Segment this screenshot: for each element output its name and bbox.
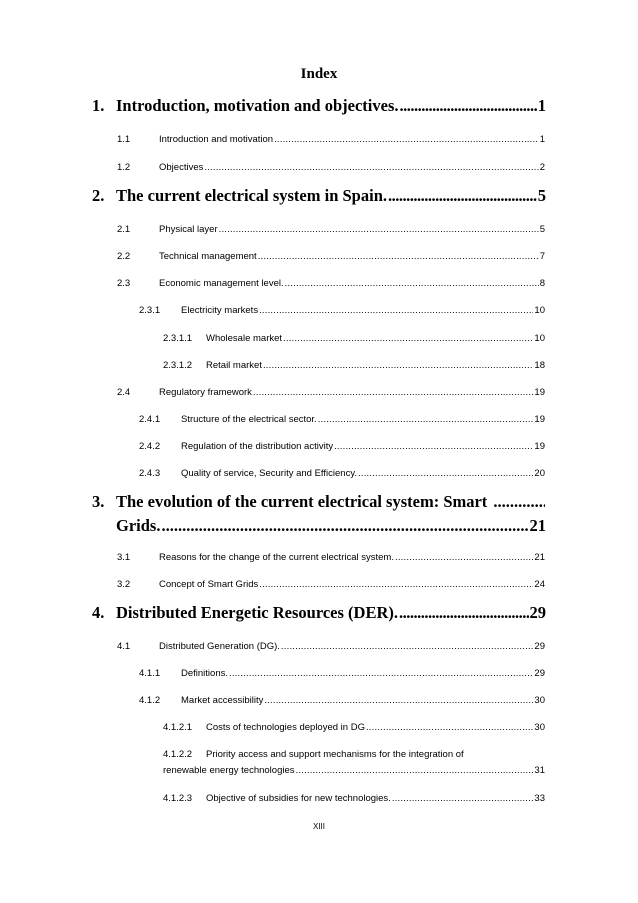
toc-entry-1-1[interactable] xyxy=(117,134,545,145)
toc-title: Physical layer xyxy=(159,224,218,235)
toc-page: 7 xyxy=(539,251,545,262)
toc-page: 10 xyxy=(534,305,545,316)
toc-chapter-2[interactable] xyxy=(92,186,546,206)
toc-number: 3. xyxy=(92,492,105,511)
toc-chapter-4[interactable] xyxy=(92,603,546,623)
toc-title: Concept of Smart Grids xyxy=(159,579,259,590)
index-title: Index xyxy=(300,66,338,82)
toc-leader xyxy=(296,765,534,776)
toc-number: 2. xyxy=(92,186,105,205)
toc-leader xyxy=(264,695,533,706)
toc-title: Introduction and motivation xyxy=(159,134,274,145)
toc-entry-4-1-2-2[interactable] xyxy=(163,749,545,776)
toc-number: 4.1 xyxy=(117,641,131,652)
toc-leader xyxy=(285,278,539,289)
toc-page: 5 xyxy=(539,224,545,235)
toc-title: Objective of subsidies for new technologies. xyxy=(206,793,391,804)
toc-number: 2.3.1.2 xyxy=(163,360,193,371)
toc-leader xyxy=(493,492,545,512)
toc-number: 2.4.1 xyxy=(139,414,161,425)
toc-number: 3.2 xyxy=(117,579,131,590)
toc-title-line2: Grids. xyxy=(116,516,161,535)
toc-leader xyxy=(283,333,533,344)
toc-number: 4.1.2.3 xyxy=(163,793,193,804)
toc-entry-4-1-1[interactable] xyxy=(139,668,545,679)
toc-number: 4. xyxy=(92,603,105,622)
toc-title: Regulatory framework xyxy=(159,387,252,398)
toc-entry-2-4-3[interactable] xyxy=(139,468,545,479)
toc-entry-3-2[interactable] xyxy=(117,579,545,590)
toc-leader xyxy=(204,162,538,173)
toc-title: Retail market xyxy=(206,360,262,371)
toc-chapter-1[interactable] xyxy=(92,96,546,116)
toc-title: Quality of service, Security and Efficiency. xyxy=(181,468,358,479)
toc-leader xyxy=(395,552,533,563)
toc-entry-2-3[interactable] xyxy=(117,278,545,289)
toc-title: Economic management level. xyxy=(159,278,284,289)
toc-page: 19 xyxy=(534,441,545,452)
toc-page: 29 xyxy=(534,668,545,679)
toc-entry-2-3-1-2[interactable] xyxy=(163,360,545,371)
toc-number: 4.1.2.2 xyxy=(163,749,193,760)
toc-number: 2.4.3 xyxy=(139,468,161,479)
toc-number: 4.1.1 xyxy=(139,668,161,679)
toc-number: 2.3.1.1 xyxy=(163,333,193,344)
toc-leader xyxy=(253,387,534,398)
toc-title: Structure of the electrical sector. xyxy=(181,414,317,425)
toc-leader xyxy=(229,668,533,679)
toc-page: 31 xyxy=(534,765,545,776)
toc-number: 3.1 xyxy=(117,552,131,563)
toc-entry-2-4[interactable] xyxy=(117,387,545,398)
toc-leader xyxy=(400,96,537,116)
toc-entry-4-1-2-3[interactable] xyxy=(163,793,545,804)
toc-page: 8 xyxy=(539,278,545,289)
toc-page: 30 xyxy=(534,722,545,733)
toc-title-line2: renewable energy technologies xyxy=(163,765,295,776)
toc-number: 2.2 xyxy=(117,251,131,262)
toc-entry-2-1[interactable] xyxy=(117,224,545,235)
toc-page: 18 xyxy=(534,360,545,371)
toc-page: 1 xyxy=(537,96,546,115)
toc-page: 2 xyxy=(539,162,545,173)
toc-page: 29 xyxy=(534,641,545,652)
toc-page: 21 xyxy=(529,516,546,535)
toc-leader xyxy=(318,414,534,425)
toc-entry-4-1[interactable] xyxy=(117,641,545,652)
toc-title: Distributed Energetic Resources (DER). xyxy=(116,603,398,622)
toc-page: 24 xyxy=(534,579,545,590)
toc-page: 5 xyxy=(537,186,546,205)
toc-title: Distributed Generation (DG). xyxy=(159,641,280,652)
toc-entry-4-1-2-1[interactable] xyxy=(163,722,545,733)
toc-leader xyxy=(263,360,533,371)
toc-entry-2-4-2[interactable] xyxy=(139,441,545,452)
toc-page: 30 xyxy=(534,695,545,706)
toc-leader xyxy=(281,641,534,652)
toc-entry-2-4-1[interactable] xyxy=(139,414,545,425)
toc-leader xyxy=(392,793,534,804)
toc-title: Technical management xyxy=(159,251,257,262)
toc-number: 4.1.2 xyxy=(139,695,161,706)
page-number: XIII xyxy=(312,822,325,831)
toc-leader xyxy=(274,134,539,145)
toc-entry-3-1[interactable] xyxy=(117,552,545,563)
toc-title-line1: The evolution of the current electrical system: Smart xyxy=(116,492,488,511)
toc-title: Introduction, motivation and objectives. xyxy=(116,96,399,115)
toc-page: 1 xyxy=(539,134,545,145)
toc-title: Definitions. xyxy=(181,668,228,679)
toc-leader xyxy=(259,305,533,316)
toc-title: Electricity markets xyxy=(181,305,259,316)
toc-page: 29 xyxy=(529,603,546,622)
toc-title: Wholesale market xyxy=(206,333,283,344)
toc-entry-2-3-1[interactable] xyxy=(139,305,545,316)
toc-chapter-3[interactable] xyxy=(92,492,546,536)
toc-page: 21 xyxy=(534,552,545,563)
toc-page: 20 xyxy=(534,468,545,479)
toc-number: 2.4 xyxy=(117,387,131,398)
toc-leader xyxy=(366,722,533,733)
toc-page: 19 xyxy=(534,414,545,425)
toc-number: 2.3.1 xyxy=(139,305,161,316)
toc-leader xyxy=(399,603,529,623)
toc-entry-2-3-1-1[interactable] xyxy=(163,333,545,344)
toc-entry-1-2[interactable] xyxy=(117,162,545,173)
toc-number: 2.4.2 xyxy=(139,441,161,452)
toc-title: Market accessibility xyxy=(181,695,264,706)
toc-title: Costs of technologies deployed in DG xyxy=(206,722,365,733)
toc-entry-2-2[interactable] xyxy=(117,251,545,262)
toc-leader xyxy=(334,441,533,452)
toc-number: 4.1.2.1 xyxy=(163,722,193,733)
toc-number: 1. xyxy=(92,96,105,115)
toc-title-line1: Priority access and support mechanisms for the integration of xyxy=(206,749,464,760)
toc-leader xyxy=(358,468,533,479)
toc-title: The current electrical system in Spain. xyxy=(116,186,387,205)
toc-leader xyxy=(259,579,533,590)
toc-leader xyxy=(388,186,537,206)
toc-title: Objectives xyxy=(159,162,204,173)
toc-number: 2.3 xyxy=(117,278,131,289)
toc-page: 19 xyxy=(534,387,545,398)
toc-leader xyxy=(258,251,539,262)
toc-number: 1.2 xyxy=(117,162,131,173)
toc-entry-4-1-2[interactable] xyxy=(139,695,545,706)
toc-title: Regulation of the distribution activity xyxy=(181,441,334,452)
toc-page: 33 xyxy=(534,793,545,804)
toc-leader xyxy=(219,224,539,235)
toc-leader xyxy=(161,516,528,536)
toc-page: 10 xyxy=(534,333,545,344)
toc-number: 2.1 xyxy=(117,224,131,235)
toc-number: 1.1 xyxy=(117,134,131,145)
toc-title: Reasons for the change of the current electrical system. xyxy=(159,552,394,563)
